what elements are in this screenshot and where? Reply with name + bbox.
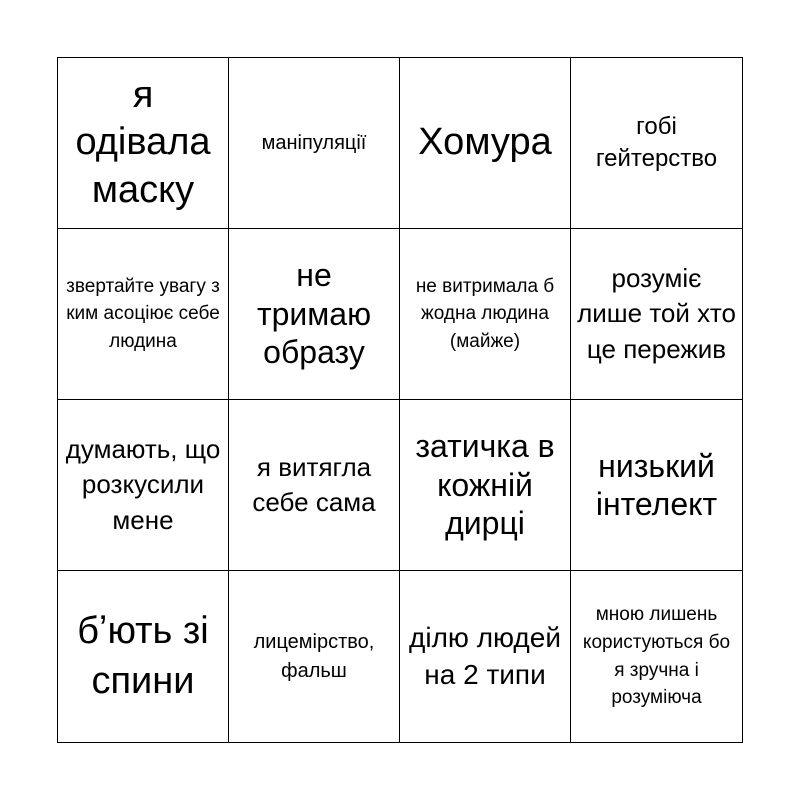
bingo-cell[interactable] (229, 58, 400, 229)
bingo-cell[interactable] (229, 229, 400, 400)
bingo-cell-text: розуміє лише той хто це пережив (577, 263, 736, 364)
bingo-cell-text: Хомура (418, 121, 552, 164)
bingo-cell[interactable] (400, 58, 571, 229)
bingo-cell[interactable] (229, 400, 400, 571)
bingo-cell-text: звертайте увагу з ким асоціює себе людина (66, 275, 220, 352)
bingo-cell-text: я одівала маску (75, 73, 211, 211)
bingo-cell-text: не тримаю образу (256, 257, 372, 371)
bingo-cell-text: гобі гейтерство (595, 112, 718, 172)
bingo-card (57, 57, 743, 743)
bingo-cell[interactable] (571, 400, 742, 571)
bingo-cell-text: лицемірство, фальш (253, 630, 375, 682)
bingo-cell-text: бʼють зі спини (77, 610, 209, 702)
bingo-cell-text: не витримала б жодна людина (майже) (415, 275, 555, 352)
bingo-cell[interactable] (400, 571, 571, 742)
bingo-cell-text: думають, що розкусили мене (65, 434, 221, 535)
bingo-cell[interactable] (571, 571, 742, 742)
bingo-cell-text: затичка в кожній дирці (415, 428, 555, 542)
bingo-cell[interactable] (229, 571, 400, 742)
bingo-cell[interactable] (58, 400, 229, 571)
bingo-cell[interactable] (400, 229, 571, 400)
bingo-cell[interactable] (58, 58, 229, 229)
bingo-cell[interactable] (571, 229, 742, 400)
bingo-cell-text: ділю людей на 2 типи (409, 622, 561, 690)
bingo-cell[interactable] (58, 229, 229, 400)
bingo-cell-text: низький інтелект (595, 447, 718, 522)
bingo-cell[interactable] (58, 571, 229, 742)
bingo-cell[interactable] (400, 400, 571, 571)
bingo-cell-text: маніпуляції (261, 131, 367, 154)
bingo-cell-text: я витягла себе сама (252, 451, 376, 517)
bingo-cell[interactable] (571, 58, 742, 229)
bingo-cell-text: мною лишень користуються бо я зручна і розуміюча (582, 604, 731, 709)
